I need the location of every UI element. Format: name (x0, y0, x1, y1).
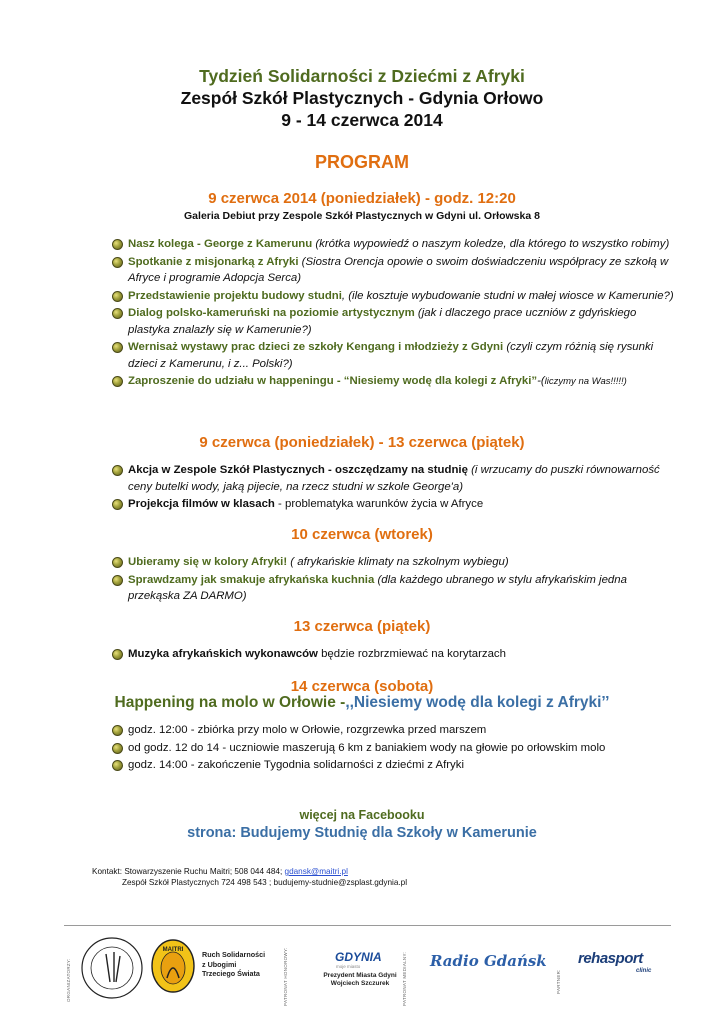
day1-venue: Galeria Debiut przy Zespole Szkół Plastycznych w Gdyni ul. Orłowska 8 (184, 210, 540, 222)
patron-label: PATRONAT HONOROWY: (283, 947, 288, 1006)
contact-line-2: Zespół Szkół Plastycznych 724 498 543 ; budujemy-studnie@zsplast.gdynia.pl (122, 878, 408, 887)
bullet-icon (112, 376, 123, 387)
school-seal-logo (80, 936, 144, 1000)
media-label: PATRONAT MEDIALNY: (402, 951, 407, 1006)
bullet-icon (112, 342, 123, 353)
facebook-page-name: strona: Budujemy Studnię dla Szkoły w Kamerunie (187, 825, 537, 841)
day4-heading: 13 czerwca (piątek) (293, 618, 431, 635)
president-label: Prezydent Miasta Gdyni Wojciech Szczurek (323, 972, 397, 987)
day2-heading: 9 czerwca (poniedziałek) - 13 czerwca (piątek) (199, 434, 525, 451)
list-item: Wernisaż wystawy prac dzieci ze szkoły Kengang i młodzieży z Gdyni (czyli czym różnią się rysunki dzieci z Kamerunu, i z... Polski?) (112, 339, 677, 372)
radio-gdansk-logo: Radio Gdańsk (430, 952, 547, 970)
school-title: Zespół Szkół Plastycznych - Gdynia Orłowo (180, 88, 544, 108)
bullet-icon (112, 257, 123, 268)
program-heading: PROGRAM (315, 152, 409, 172)
list-item: Muzyka afrykańskich wykonawców będzie rozbrzmiewać na korytarzach (112, 646, 677, 663)
list-item: Projekcja filmów w klasach - problematyka warunków życia w Afryce (112, 496, 677, 513)
list-item: godz. 14:00 - zakończenie Tygodnia solidarności z dziećmi z Afryki (112, 757, 677, 774)
contact-line-1: Kontakt: Stowarzyszenie Ruchu Maitri; 508 044 484; gdansk@maitri.pl (92, 867, 348, 876)
day4-list (112, 646, 677, 664)
list-item: Spotkanie z misjonarką z Afryki (Siostra Orencja opowie o swoim doświadczeniu współpracy ze szkołą w Afryce i programie Adopcja Serca) (112, 254, 677, 287)
organizers-label: ORGANIZATORZY: (66, 958, 71, 1002)
rehasport-clinic: clinic (636, 968, 652, 974)
sponsor-logos (0, 930, 724, 1020)
contact-block (92, 866, 407, 888)
day5-heading: 14 czerwca (sobota) (290, 678, 434, 695)
bullet-icon (112, 291, 123, 302)
date-range: 9 - 14 czerwca 2014 (281, 110, 443, 130)
list-item: Sprawdzamy jak smakuje afrykańska kuchnia (dla każdego ubranego w stylu afrykańskim jedna przekąska ZA DARMO) (112, 572, 677, 605)
bullet-icon (112, 575, 123, 586)
bullet-icon (112, 649, 123, 660)
bullet-icon (112, 760, 123, 771)
list-item: godz. 12:00 - zbiórka przy molo w Orłowie, rozgrzewka przed marszem (112, 722, 677, 739)
footer-divider (64, 925, 671, 926)
bullet-icon (112, 743, 123, 754)
bullet-icon (112, 725, 123, 736)
list-item: Akcja w Zespole Szkół Plastycznych - oszczędzamy na studnię (i wrzucamy do puszki równowarność ceny butelki wody, jaką pijecie, na rzecz studni w szkole George'a) (112, 462, 677, 495)
list-item: Ubieramy się w kolory Afryki! ( afrykańskie klimaty na szkolnym wybiegu) (112, 554, 677, 571)
day2-list (112, 462, 677, 514)
day3-list (112, 554, 677, 606)
bullet-icon (112, 465, 123, 476)
maitri-logo (150, 938, 196, 994)
ruch-logo-text: Ruch Solidarności z Ubogimi Trzeciego Świata (202, 950, 266, 978)
list-item: Zaproszenie do udziału w happeningu - “Niesiemy wodę dla kolegi z Afryki”-(liczymy na Was!!!!!) (112, 373, 677, 391)
gdynia-slogan: moje miasto (336, 964, 361, 969)
bullet-icon (112, 499, 123, 510)
list-item: Nasz kolega - George z Kamerunu (krótka wypowiedź o naszym koledze, dla którego to wszystko robimy) (112, 236, 677, 253)
list-item: Dialog polsko-kameruński na poziomie artystycznym (jak i dlaczego prace uczniów z gdyńskiego plastyka znalazły się w Kamerunie?) (112, 305, 677, 338)
day1-list (112, 236, 677, 392)
partner-label: PARTNER: (556, 969, 561, 994)
email-link[interactable]: gdansk@maitri.pl (284, 867, 348, 876)
day3-heading: 10 czerwca (wtorek) (291, 526, 433, 543)
rehasport-logo: rehasport (578, 950, 643, 967)
bullet-icon (112, 239, 123, 250)
bullet-icon (112, 557, 123, 568)
gdynia-logo: GDYNIA (335, 950, 382, 964)
day5-list (112, 722, 677, 775)
day1-heading: 9 czerwca 2014 (poniedziałek) - godz. 12:20 (208, 190, 516, 207)
list-item: od godz. 12 do 14 - uczniowie maszerują 6 km z baniakiem wody na głowie po orłowskim molo (112, 740, 677, 757)
facebook-note: więcej na Facebooku (299, 808, 425, 822)
bullet-icon (112, 308, 123, 319)
list-item: Przedstawienie projektu budowy studni, (ile kosztuje wybudowanie studni w małej wiosce w Kamerunie?) (112, 288, 677, 305)
maitri-logo-text: MAITRI (162, 947, 184, 953)
happening-title: Happening na molo w Orłowie -,,Niesiemy wodę dla kolegi z Afryki’’ (114, 694, 610, 711)
event-title: Tydzień Solidarności z Dziećmi z Afryki (199, 66, 525, 86)
